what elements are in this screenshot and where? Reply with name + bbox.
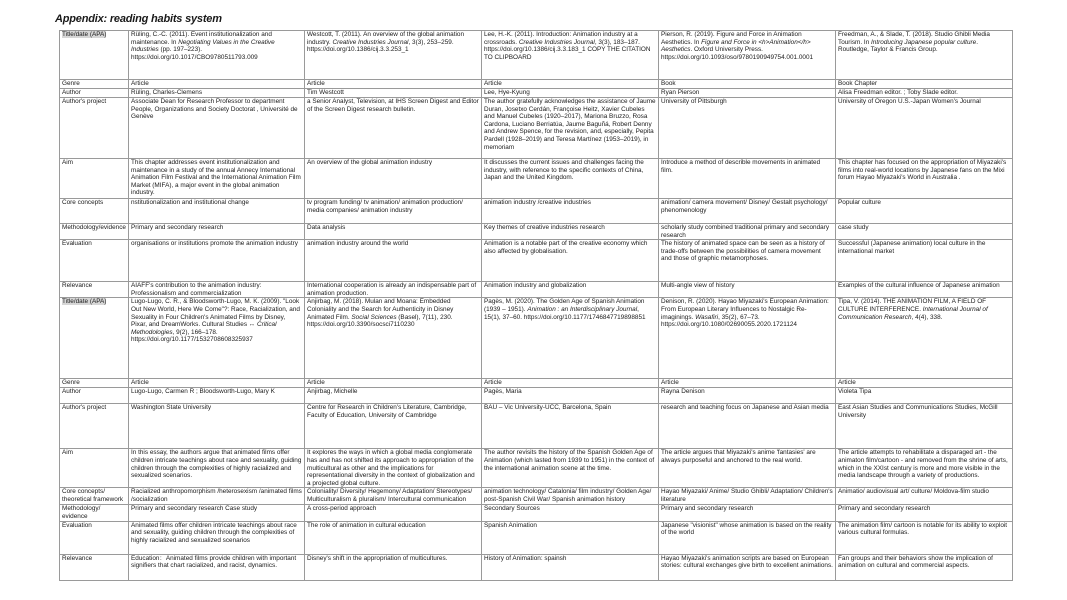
cell-text: Denison, R. (2020). Hayao Miyazaki's European Animation: From European Literary Influences to Nostalgic Re-imaginings. bbox=[661, 298, 829, 321]
cell-author bbox=[129, 89, 305, 98]
cell-text: animation industry around the world bbox=[307, 240, 409, 248]
page-title: Appendix: reading habits system bbox=[55, 13, 222, 25]
cell-text: The animation film/ cartoon is notable for its ability to exploit various cultural formulas. bbox=[838, 521, 1008, 537]
cell-genre bbox=[836, 80, 1013, 89]
cell-text: Article bbox=[307, 379, 325, 387]
cell-text: The author revisits the history of the Spanish Golden Age of Animation (which lasted from 1939 to 1951) in the context of the international animation scene at the time. bbox=[484, 449, 655, 472]
cell-text: University of Oregon U.S.-Japan Women's Journal bbox=[838, 98, 981, 105]
cell-evaluation bbox=[482, 521, 659, 554]
cell-evaluation bbox=[482, 240, 659, 282]
cell-project bbox=[836, 98, 1013, 159]
cell-text: Alisa Freedman editor. ; Toby Slade editor. bbox=[838, 89, 958, 96]
cell-text: Animation industry and globalization bbox=[484, 282, 587, 290]
cell-text: animation industry /creative industries bbox=[484, 199, 591, 206]
cell-genre bbox=[659, 80, 836, 89]
cell-aim bbox=[129, 449, 305, 488]
cell-text: Author bbox=[62, 89, 81, 96]
cell-relevance bbox=[836, 282, 1013, 298]
cell-text: Book bbox=[661, 80, 676, 87]
cell-text: Popular culture bbox=[838, 199, 881, 206]
cell-evaluation bbox=[129, 240, 305, 282]
cell-genre bbox=[482, 80, 659, 89]
cell-text: Methodology/ evidence bbox=[62, 505, 101, 520]
cell-title bbox=[305, 298, 482, 379]
cell-relevance bbox=[836, 554, 1013, 580]
cell-text: Relevance bbox=[62, 554, 93, 562]
cell-core bbox=[129, 199, 305, 224]
row-label-author bbox=[60, 388, 129, 404]
cell-text: Ryan Pierson bbox=[661, 89, 700, 96]
cell-text: International cooperation is already an indispensable part of animation production. bbox=[307, 282, 477, 297]
cell-text: Methodology/evidence bbox=[62, 224, 126, 231]
cell-aim bbox=[305, 159, 482, 199]
cell-project bbox=[305, 98, 482, 159]
cell-text: Violeta Tipa bbox=[838, 388, 872, 396]
cell-text: Rüling, Charles-Clemens bbox=[131, 89, 203, 96]
table-row bbox=[60, 505, 1013, 521]
cell-author bbox=[482, 89, 659, 98]
row-label-project bbox=[60, 404, 129, 449]
cell-text: BAU – Vic University-UCC, Barcelona, Spain bbox=[484, 404, 612, 412]
cell-method bbox=[836, 505, 1013, 521]
cell-text: Tipa, V. (2014). THE ANIMATION FILM, A FIELD OF CULTURE INTERFERENCE. bbox=[838, 298, 987, 313]
cell-aim bbox=[659, 159, 836, 199]
cell-core bbox=[659, 488, 836, 505]
cell-genre bbox=[305, 80, 482, 89]
cell-genre bbox=[482, 379, 659, 388]
cell-text: Genre bbox=[62, 379, 80, 387]
table-row bbox=[60, 298, 1013, 379]
cell-author bbox=[836, 89, 1013, 98]
cell-author bbox=[129, 388, 305, 404]
cell-genre bbox=[305, 379, 482, 388]
cell-method bbox=[659, 224, 836, 240]
cell-method bbox=[129, 505, 305, 521]
cell-text: Multi-angle view of history bbox=[661, 282, 735, 290]
cell-text: Disney's shift in the appropriation of multicultures. bbox=[307, 554, 448, 562]
cell-text: Aim bbox=[62, 449, 74, 457]
cell-text: Creative Industries Journal bbox=[518, 38, 595, 46]
cell-project bbox=[482, 404, 659, 449]
cell-text: Associate Dean for Research Professor to department People, Organizations and Society Doctorat , Université de Genève bbox=[131, 98, 298, 121]
cell-text: Key themes of creative industries research bbox=[484, 224, 605, 231]
table-row bbox=[60, 282, 1013, 298]
table-row bbox=[60, 488, 1013, 505]
cell-text: Article bbox=[838, 379, 856, 387]
cell-text: Westcott, T. (2011). An overview of the global animation industry. bbox=[307, 31, 465, 46]
cell-text: Figure and Force in <h>Animation</h> Aesthetics bbox=[661, 38, 811, 54]
cell-project bbox=[482, 98, 659, 159]
cell-project bbox=[129, 98, 305, 159]
cell-text: Author's project bbox=[62, 404, 107, 412]
cell-text: Animation is a notable part of the creative economy which also affected by globalisation. bbox=[484, 240, 648, 255]
cell-text: Coloniality/ Diversity/ Hegemony/ Adaptation/ Stereotypes/ Multiculturalism & pluralism/ Intercultural communication bbox=[307, 488, 473, 503]
table-row bbox=[60, 224, 1013, 240]
cell-relevance bbox=[482, 554, 659, 580]
cell-text: Introduce a method of describle movements in animated film. bbox=[661, 159, 821, 174]
cell-title bbox=[836, 31, 1013, 80]
table-row bbox=[60, 31, 1013, 80]
cell-title bbox=[129, 31, 305, 80]
cell-text: Successful (Japanese animation) local culture in the international market bbox=[838, 240, 986, 255]
cell-genre bbox=[836, 379, 1013, 388]
cell-text: Anjirbag, M. (2018). Mulan and Moana: Embedded Coloniality and the Search for Authenticity in Disney Animated Film. bbox=[307, 298, 454, 321]
cell-evaluation bbox=[305, 521, 482, 554]
cell-method bbox=[836, 224, 1013, 240]
cell-text: Negotiating Values in the Creative Industries bbox=[131, 38, 275, 54]
cell-text: Article bbox=[484, 379, 502, 387]
cell-text: Freedman, A., & Slade, T. (2018). Studio Ghibli Media Tourism. In bbox=[838, 31, 990, 46]
cell-core bbox=[482, 199, 659, 224]
row-label-core bbox=[60, 488, 129, 505]
row-label-title bbox=[60, 298, 129, 379]
cell-text: An overview of the global animation industry bbox=[307, 159, 433, 166]
cell-relevance bbox=[659, 282, 836, 298]
cell-text: , 3(3), 253–259. https://doi.org/10.1386/cij.3.3.253_1 bbox=[307, 38, 454, 54]
cell-core bbox=[482, 488, 659, 505]
table-row bbox=[60, 199, 1013, 224]
cell-text: Relevance bbox=[62, 282, 93, 290]
cell-text: . Routledge, Taylor & Francis Group. bbox=[838, 38, 978, 54]
cell-text: Centre for Research in Children's Literature, Cambridge, Faculty of Education, University of Cambridge bbox=[307, 404, 467, 419]
cell-text: Creative Industries Journal bbox=[332, 38, 409, 46]
table-row bbox=[60, 80, 1013, 89]
cell-text: Core concepts bbox=[62, 199, 104, 206]
cell-text: The history of animated space can be seen as a history of trade-offs between the possibilities of camera movement and those of graphic metamorphoses. bbox=[661, 240, 825, 263]
cell-text: Article bbox=[307, 80, 325, 87]
cell-text: case study bbox=[838, 224, 869, 231]
row-label-author bbox=[60, 89, 129, 98]
cell-text: Hayao Miyazaki's animation scripts are based on European stories: cultural exchanges give birth to excellent animations. bbox=[661, 554, 833, 570]
cell-title bbox=[305, 31, 482, 80]
row-label-evaluation bbox=[60, 521, 129, 554]
cell-text: Introducing Japanese popular culture bbox=[871, 38, 977, 46]
cell-text: , 35(2), 67–73. https://doi.org/10.1080/02690055.2020.1721124 bbox=[661, 313, 797, 329]
cell-text: Genre bbox=[62, 80, 80, 87]
cell-text: Pagès, M. (2020). The Golden Age of Spanish Animation (1939 – 1951). bbox=[484, 298, 645, 313]
cell-text: Evaluation bbox=[62, 240, 92, 248]
cell-title bbox=[482, 298, 659, 379]
cell-relevance bbox=[129, 282, 305, 298]
cell-text: Animatio/ audiovisual art/ culture/ Moldova-film studio bbox=[838, 488, 989, 496]
table-row bbox=[60, 89, 1013, 98]
cell-author bbox=[659, 89, 836, 98]
cell-evaluation bbox=[836, 521, 1013, 554]
cell-core bbox=[305, 488, 482, 505]
cell-aim bbox=[836, 449, 1013, 488]
cell-text: Primary and secondary research bbox=[131, 224, 224, 231]
cell-title bbox=[129, 298, 305, 379]
cell-method bbox=[129, 224, 305, 240]
cell-core bbox=[659, 199, 836, 224]
cell-text: Wasafiri bbox=[695, 313, 719, 321]
cell-text: Author's project bbox=[62, 98, 107, 105]
cell-project bbox=[659, 98, 836, 159]
cell-text: Aim bbox=[62, 159, 74, 166]
cell-text: University of Pittsburgh bbox=[661, 98, 727, 105]
cell-title bbox=[836, 298, 1013, 379]
cell-text: tv program funding/ tv animation/ animation production/ media companies/ animation industry bbox=[307, 199, 463, 214]
cell-genre bbox=[659, 379, 836, 388]
cell-genre bbox=[129, 80, 305, 89]
cell-text: Animated films offer children intricate teachings about race and sexuality, guiding children through the complexities of highly racialized and sexualized scenarios bbox=[131, 521, 297, 544]
cell-text: History of Animation: spainsh bbox=[484, 554, 567, 562]
cell-relevance bbox=[305, 282, 482, 298]
cell-text: A cross-period approach bbox=[307, 505, 377, 513]
cell-text: animation/ camera movement/ Disney/ Gestalt psychology/ phenomenology bbox=[661, 199, 828, 214]
row-label-method bbox=[60, 505, 129, 521]
row-label-title bbox=[60, 31, 129, 80]
cell-text: Primary and secondary research Case study bbox=[131, 505, 258, 513]
cell-core bbox=[836, 199, 1013, 224]
cell-text: East Asian Studies and Communications Studies, McGill University bbox=[838, 404, 998, 419]
table-row bbox=[60, 449, 1013, 488]
cell-title bbox=[482, 31, 659, 80]
cell-text: Book Chapter bbox=[838, 80, 878, 87]
cell-text: scholarly study combined traditional primary and secondary research bbox=[661, 224, 830, 239]
cell-method bbox=[305, 224, 482, 240]
cell-project bbox=[659, 404, 836, 449]
row-label-aim bbox=[60, 449, 129, 488]
table-row bbox=[60, 98, 1013, 159]
cell-text: , 9(2), 166–178. https://doi.org/10.1177/1532708608325937 bbox=[131, 328, 253, 344]
cell-text: Spanish Animation bbox=[484, 521, 537, 529]
cell-text: Title/date (APA) bbox=[62, 298, 107, 306]
table-row bbox=[60, 159, 1013, 199]
cell-aim bbox=[482, 449, 659, 488]
cell-text: Primary and secondary research bbox=[661, 505, 754, 513]
cell-text: Animation : an Interdisciplinary Journal bbox=[527, 305, 638, 313]
table-row bbox=[60, 379, 1013, 388]
cell-text: This chapter addresses event institutionalization and maintenance in a study of the annual Annecy International Animation Film Festival and the International Animation Film Market (MIFA), a major event in the global animation industry. bbox=[131, 159, 301, 197]
cell-text: Racialized anthropomorphism /heterosexism /animated films /socialization bbox=[131, 488, 302, 503]
cell-text: Article bbox=[484, 80, 502, 87]
cell-text: The article attempts to rehabilitate a disparaged art - the animaton film/cartoon - and removed from the shrine of arts, which in the XXIst century is more and more visible in the media landscape through a variety of productions. bbox=[838, 449, 1008, 480]
cell-text: Lugo-Lugo, Carmen R ; Bloodsworth-Lugo, Mary K bbox=[131, 388, 275, 396]
cell-genre bbox=[129, 379, 305, 388]
cell-text: The article argues that Miyazaki's anime 'fantasies' are always purposeful and anchored to the real world. bbox=[661, 449, 816, 464]
cell-author bbox=[305, 89, 482, 98]
cell-evaluation bbox=[659, 240, 836, 282]
table-row bbox=[60, 554, 1013, 580]
cell-text: Article bbox=[131, 80, 149, 87]
cell-relevance bbox=[659, 554, 836, 580]
cell-text: organisations or institutions promote the animation industry bbox=[131, 240, 298, 248]
cell-relevance bbox=[482, 282, 659, 298]
cell-method bbox=[305, 505, 482, 521]
table-row bbox=[60, 404, 1013, 449]
cell-core bbox=[836, 488, 1013, 505]
cell-method bbox=[659, 505, 836, 521]
table-row bbox=[60, 240, 1013, 282]
cell-evaluation bbox=[836, 240, 1013, 282]
cell-method bbox=[482, 505, 659, 521]
cell-text: Critical Methodologies bbox=[131, 321, 277, 336]
cell-evaluation bbox=[659, 521, 836, 554]
cell-text: Japanese "visionist" whose animation is based on the reality of the world bbox=[661, 521, 832, 537]
cell-text: Social Sciences bbox=[351, 313, 397, 321]
cell-aim bbox=[836, 159, 1013, 199]
cell-text: , 15(1), 37–60. https://doi.org/10.1177/1746847719898851 bbox=[484, 305, 646, 321]
cell-relevance bbox=[305, 554, 482, 580]
row-label-project bbox=[60, 98, 129, 159]
row-label-evaluation bbox=[60, 240, 129, 282]
row-label-method bbox=[60, 224, 129, 240]
cell-author bbox=[659, 388, 836, 404]
cell-text: (pp. 197–223). https://doi.org/10.1017/CBO9780511793.009 bbox=[131, 46, 258, 61]
cell-project bbox=[836, 404, 1013, 449]
cell-text: , 3(3), 183–187. https://doi.org/10.1386/cij.3.3.183_1 COPY THE CITATION TO CLIPBOARD bbox=[484, 38, 651, 61]
cell-text: Data analysis bbox=[307, 224, 346, 231]
cell-text: Lugo-Lugo, C. R., & Bloodsworth-Lugo, M. K. (2009). "Look Out New World, Here We Come"?: Race, Racialization, and Sexuality in Four Children's Animated Films by Disney, Pixar, and DreamWorks. Cultural Studies ↔ bbox=[131, 298, 300, 329]
cell-text: Tim Westcott bbox=[307, 89, 344, 96]
cell-project bbox=[129, 404, 305, 449]
cell-text: Lee, H.-K. (2011). Introduction: Animation industry at a crossroads. bbox=[484, 31, 638, 46]
cell-evaluation bbox=[305, 240, 482, 282]
cell-aim bbox=[659, 449, 836, 488]
cell-text: Rayna Denison bbox=[661, 388, 705, 396]
cell-text: Article bbox=[661, 379, 679, 387]
row-label-aim bbox=[60, 159, 129, 199]
cell-text: animation technology/ Catalonia/ film industry/ Golden Age/ post-Spanish Civil War/ Spanish animation history bbox=[484, 488, 652, 503]
cell-text: research and teaching focus on Japanese and Asian media bbox=[661, 404, 829, 412]
cell-core bbox=[305, 199, 482, 224]
cell-text: Fan groups and their behaviors show the implication of animation on cultural and commercial aspects. bbox=[838, 554, 993, 570]
cell-aim bbox=[482, 159, 659, 199]
cell-text: Examples of the cultural influence of Japanese animation bbox=[838, 282, 1000, 290]
cell-text: Pagès, Maria bbox=[484, 388, 522, 396]
cell-text: Rüling, C.-C. (2011). Event institutionalization and maintenance. In bbox=[131, 31, 272, 46]
row-label-genre bbox=[60, 80, 129, 89]
cell-text: nstitutionalization and institutional change bbox=[131, 199, 249, 206]
cell-text: Education：Animated films provide children with important signifiers that chart racialized, and racist, dynamics. bbox=[131, 554, 297, 570]
cell-text: This chapter has focused on the appropriation of Miyazaki's films into real-world locations by Japanese fans on the Mixi forum Hayao Miyazaki's World in Australia . bbox=[838, 159, 1007, 182]
cell-text: Core concepts/ theoretical framework bbox=[62, 488, 124, 503]
cell-text: Washington State University bbox=[131, 404, 212, 412]
cell-text: Primary and secondary research bbox=[838, 505, 931, 513]
table-row bbox=[60, 388, 1013, 404]
row-label-relevance bbox=[60, 282, 129, 298]
cell-text: It explores the ways in which a global media conglomerate has and has not shifted its approach to appropriation of the multicultural as other and the implications for representational diversity in the context of globalization and a projected global culture. bbox=[307, 449, 475, 487]
cell-title bbox=[659, 298, 836, 379]
cell-text: Title/date (APA) bbox=[62, 31, 107, 38]
cell-text: , 4(4), 338. bbox=[911, 313, 943, 321]
cell-author bbox=[305, 388, 482, 404]
cell-text: Article bbox=[131, 379, 149, 387]
cell-text: Author bbox=[62, 388, 81, 396]
cell-text: Pierson, R. (2019). Figure and Force in Animation Aesthetics. In bbox=[661, 31, 802, 46]
cell-aim bbox=[129, 159, 305, 199]
cell-text: . Oxford University Press. https://doi.org/10.1093/oso/9780190949754.001.0001 bbox=[661, 46, 814, 61]
cell-text: Lee, Hye-Kyung bbox=[484, 89, 530, 96]
cell-author bbox=[836, 388, 1013, 404]
literature-table bbox=[59, 30, 1013, 581]
cell-text: The role of animation in cultural education bbox=[307, 521, 426, 529]
cell-text: AIAFF's contribution to the animation industry: Professionalism and commercialization bbox=[131, 282, 262, 297]
cell-text: (Basel), 7(11), 230. https://doi.org/10.3390/socsci7110230 bbox=[307, 313, 453, 329]
cell-evaluation bbox=[129, 521, 305, 554]
cell-author bbox=[482, 388, 659, 404]
cell-core bbox=[129, 488, 305, 505]
row-label-genre bbox=[60, 379, 129, 388]
cell-text: It discusses the current issues and challenges facing the industry, with reference to the specific contexts of China, Japan and the United Kingdom. bbox=[484, 159, 644, 182]
cell-text: Evaluation bbox=[62, 521, 92, 529]
cell-project bbox=[305, 404, 482, 449]
cell-text: The author gratefully acknowledges the assistance of Jaume Duran, Josetxo Cerdán, Françoise Heitz, Xavier Cubeles and Manuel Cubeles (1920–2017), Mariona Bruzzo, Rosa Cardona, Luciano Berriatúa, Jaume Baguñá, Robert Denny and Andrew Spence, for the revision, and, especially, Pepita Pardell (1928–2019) and Teresa Martínez (1953–2019), in memoriam bbox=[484, 98, 656, 151]
cell-text: In this essay, the authors argue that animated films offer children intricate teachings about race and sexuality, guiding children through the complexities of highly racialized and sexualized scenarios. bbox=[131, 449, 302, 480]
cell-text: Anjirbag, Michelle bbox=[307, 388, 358, 396]
cell-relevance bbox=[129, 554, 305, 580]
cell-aim bbox=[305, 449, 482, 488]
cell-text: Secondary Sources bbox=[484, 505, 540, 513]
row-label-core bbox=[60, 199, 129, 224]
cell-method bbox=[482, 224, 659, 240]
cell-text: a Senior Analyst, Television, at IHS Screen Digest and Editor of the Screen Digest research bulletin. bbox=[307, 98, 479, 113]
cell-text: International Journal of Communication Research bbox=[838, 305, 988, 321]
cell-text: Hayao Miyazaki/ Anime/ Studio Ghibli/ Adaptation/ Children's literature bbox=[661, 488, 833, 503]
cell-title bbox=[659, 31, 836, 80]
table-row bbox=[60, 521, 1013, 554]
row-label-relevance bbox=[60, 554, 129, 580]
